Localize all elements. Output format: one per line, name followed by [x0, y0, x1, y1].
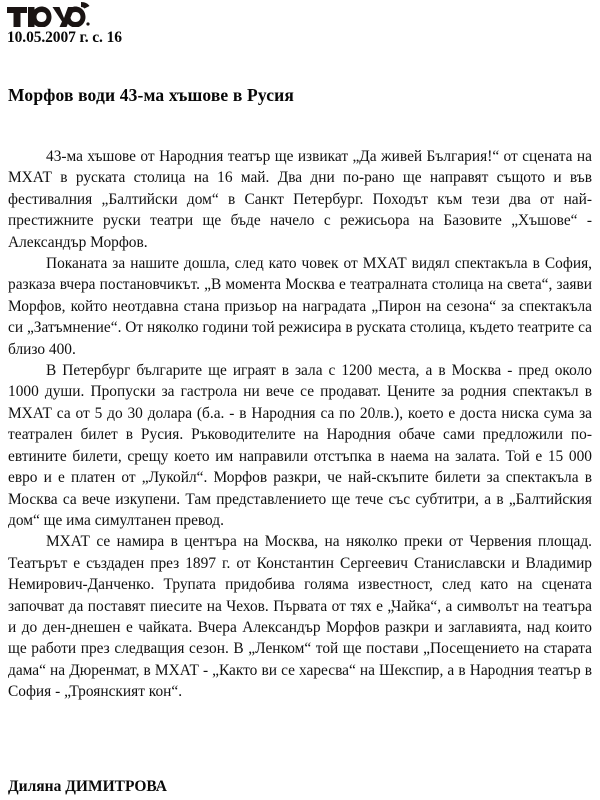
article-headline: Морфов води 43-ма хъшове в Русия: [8, 84, 294, 105]
article-paragraph: МХАТ се намира в центъра на Москва, на няколко преки от Червения площад. Театърът е създаден през 1897 г. от Константин Сергеевич Станиславски и Владимир Немирович-Данченко. Трупата придобива голяма известност, след като на сцената започват да поставят пиесите на Чехов. Първата от тях е „Чайка“, а символът на театъра и до ден-днешен е чайката. Вчера Александър Морфов разкри и заглавията, над които ще работи през следващия сезон. В „Ленком“ той ще постави „Посещението на старата дама“ на Дюренмат, в МХАТ - „Както ви се харесва“ на Шекспир, а в Народния театър в София - „Троянският кон“.: [8, 533, 592, 701]
trud-wordmark-logo: [6, 1, 92, 27]
article-body: [8, 146, 592, 703]
byline-given-name: Диляна: [8, 778, 62, 795]
article-paragraph: 43-ма хъшове от Народния театър ще извикат „Да живей България!“ от сцената на МХАТ в руската столица на 16 май. Два дни по-рано ще направят същото и във фестивалния „Балтийски дом“ в Санкт Петербург. Походът към тези два от най-престижните руски театри ще бъде начело с режисьора на Базовите „Хъшове“ - Александър Морфов.: [8, 148, 592, 251]
publication-dateline: 10.05.2007 г. с. 16: [7, 29, 122, 46]
article-paragraph: В Петербург българите ще играят в зала с 1200 места, а в Москва - пред около 1000 души. Пропуски за гастрола ни вече се продават. Цените за родния спектакъл в МХАТ са от 5 до 30 долара (б.а. - в Народния са по 20лв.), което е доста ниска сума за театрален билет в Русия. Ръководителите на Народния обаче сами предложили по-евтините билети, срещу което им направили отстъпка в наема на залата. Той е 15 000 евро и е платен от „Лукойл“. Морфов разкри, че най-скъпите билети за спектакъла в Москва са вече изкупени. Там представлението ще тече със субтитри, а в „Балтийския дом“ ще има симултанен превод.: [8, 362, 592, 529]
article-paragraph: Поканата за нашите дошла, след като човек от МХАТ видял спектакъла в София, разказа вчера постановчикът. „В момента Москва е театралната столица на света“, заяви Морфов, който неотдавна стана призьор на наградата „Пирон на сезона“ за спектакъла си „Затъмнение“. От няколко години той режисира в руската столица, където театрите са близо 400.: [8, 255, 592, 358]
byline-family-name: ДИМИТРОВА: [65, 778, 167, 795]
article-byline: [8, 778, 167, 796]
publication-masthead: [6, 1, 306, 29]
